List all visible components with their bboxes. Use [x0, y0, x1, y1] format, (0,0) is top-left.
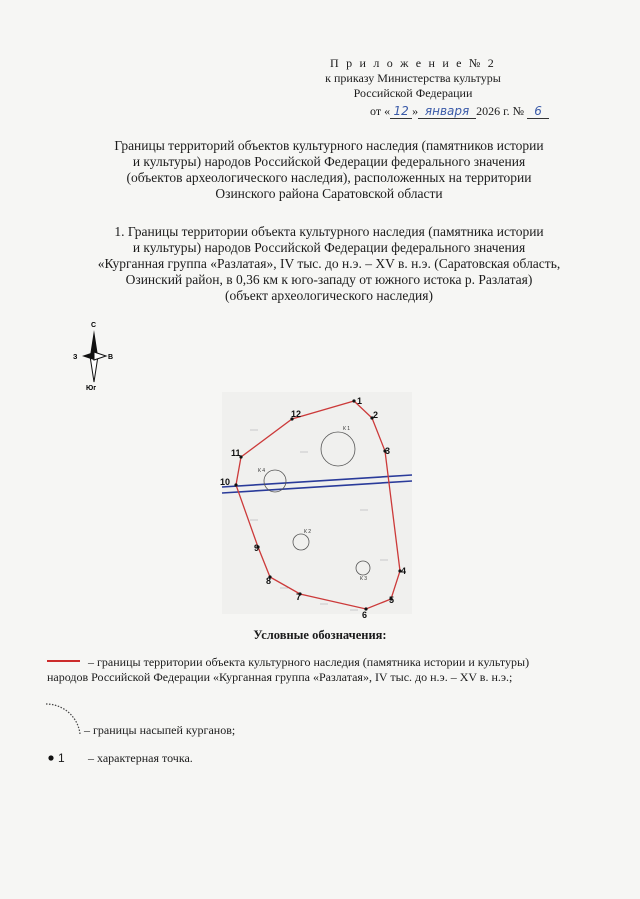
legend-boundary-text-1: – границы территории объекта культурного наследия (памятника истории и культуры)	[88, 655, 530, 669]
appendix-line-1: П р и л о ж е н и е № 2	[330, 56, 496, 70]
object-title-line: Озинский район, в 0,36 км к юго-западу от южного истока р. Разлатая)	[125, 272, 533, 287]
legend-boundary-swatch	[47, 660, 80, 662]
point-7-label: 7	[296, 592, 302, 602]
legend-point-text: – характерная точка.	[88, 751, 193, 765]
legend-boundary-text-2: народов Российской Федерации «Курганная группа «Разлатая», IV тыс. до н.э. – XV в. н.э.;	[47, 670, 513, 684]
object-title-line: 1. Границы территории объекта культурного наследия (памятника истории	[114, 224, 544, 239]
date-month: января	[418, 104, 476, 119]
point-2-label: 2	[373, 410, 379, 420]
main-title-line: и культуры) народов Российской Федерации федерального значения	[132, 154, 526, 169]
point-11-label: 11	[231, 448, 241, 458]
order-date-line: от « 12 » января 2026 г. № 6	[370, 104, 549, 119]
legend-point-label: 1	[58, 751, 65, 765]
point-12-label: 12	[291, 409, 302, 419]
object-title-line: (объект археологического наследия)	[225, 288, 433, 303]
point-9-label: 9	[254, 543, 260, 553]
mound-k2-label: К 2	[304, 529, 312, 535]
mound-k1-label: К 1	[343, 426, 351, 432]
main-title-line: Озинского района Саратовской области	[215, 186, 443, 201]
point-10-label: 10	[220, 477, 231, 487]
point-6-label: 6	[362, 610, 368, 620]
date-day: 12	[390, 104, 412, 119]
date-prefix: от «	[370, 104, 391, 118]
legend-point-swatch	[47, 754, 55, 762]
legend-mound-swatch	[44, 700, 84, 736]
mound-k4-label: К 4	[258, 468, 266, 474]
point-1-label: 1	[357, 396, 363, 406]
point-10-marker	[234, 483, 237, 486]
map-background	[222, 392, 412, 614]
mound-k3-label: К 3	[360, 576, 368, 582]
legend-title: Условные обозначения:	[253, 628, 387, 642]
appendix-line-3: Российской Федерации	[353, 86, 473, 100]
point-5-label: 5	[389, 595, 395, 605]
compass-east-label: В	[108, 354, 114, 361]
point-4-label: 4	[401, 566, 407, 576]
main-title-line: Границы территорий объектов культурного наследия (памятников истории	[114, 138, 544, 153]
compass-north-label: С	[91, 322, 97, 329]
compass-west-label: З	[73, 354, 78, 361]
main-title-line: (объектов археологического наследия), расположенных на территории	[126, 170, 532, 185]
order-number: 6	[527, 104, 549, 119]
point-1-marker	[352, 399, 355, 402]
date-year: 2026 г. №	[476, 104, 525, 118]
legend-mound-text: – границы насыпей курганов;	[84, 723, 236, 737]
point-8-label: 8	[266, 576, 272, 586]
appendix-line-2: к приказу Министерства культуры	[325, 71, 501, 85]
object-title-line: «Курганная группа «Разлатая», IV тыс. до н.э. – XV в. н.э. (Саратовская область,	[97, 256, 561, 271]
point-3-label: 3	[385, 446, 391, 456]
object-title-line: и культуры) народов Российской Федерации федерального значения	[132, 240, 526, 255]
compass-south-label: Юг	[86, 385, 97, 390]
